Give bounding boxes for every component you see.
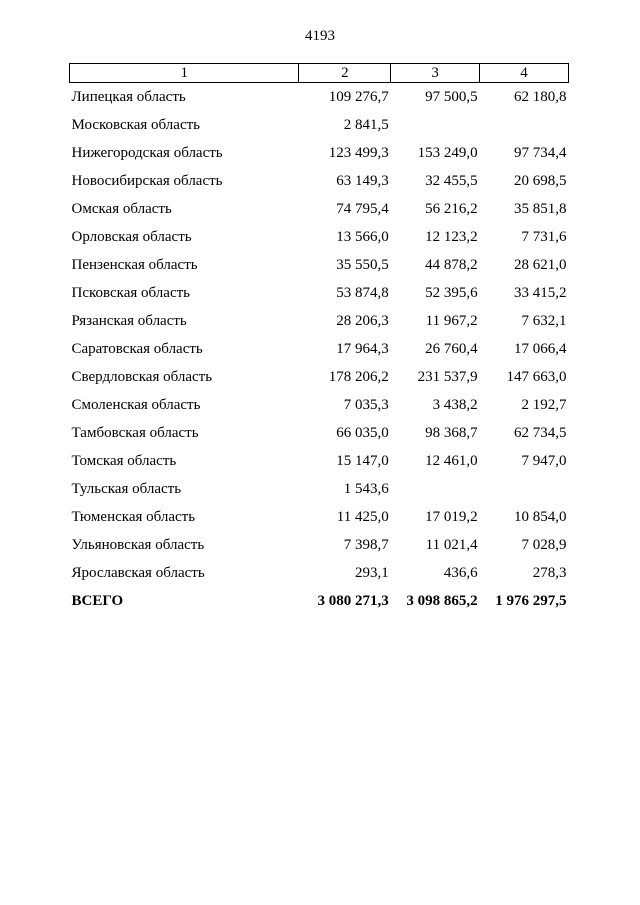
col-3-cell — [391, 475, 480, 503]
region-name-cell: Ульяновская область — [71, 537, 205, 553]
region-name-cell: Тюменская область — [71, 509, 196, 525]
col-2-cell: 7 398,7 — [343, 537, 389, 553]
col-3-cell: 11 967,2 — [425, 313, 478, 329]
total-row — [70, 587, 569, 615]
col-2-cell: 66 035,0 — [336, 425, 389, 441]
col-3-cell: 26 760,4 — [425, 341, 478, 357]
col-3-cell: 52 395,6 — [425, 285, 478, 301]
total-col-2: 3 080 271,3 — [317, 593, 389, 609]
table-row — [70, 139, 569, 167]
col-4-cell: 7 731,6 — [521, 229, 567, 245]
region-name-cell: Смоленская область — [71, 397, 201, 413]
col-2-cell: 1 543,6 — [343, 481, 389, 497]
table-row — [70, 167, 569, 195]
table-row — [70, 195, 569, 223]
col-2-cell: 109 276,7 — [328, 89, 389, 105]
table-row — [70, 559, 569, 587]
col-2-cell: 293,1 — [354, 565, 389, 581]
col-2-cell: 28 206,3 — [336, 313, 389, 329]
data-table — [69, 63, 569, 615]
table-row — [70, 335, 569, 363]
col-3-cell: 11 021,4 — [425, 537, 478, 553]
col-4-cell — [480, 475, 569, 503]
header-col-3: 3 — [391, 64, 480, 83]
col-4-cell: 62 734,5 — [514, 425, 567, 441]
table-row — [70, 419, 569, 447]
table-row — [70, 503, 569, 531]
col-4-cell: 20 698,5 — [514, 173, 567, 189]
col-4-cell: 7 028,9 — [521, 537, 567, 553]
col-3-cell: 436,6 — [443, 565, 478, 581]
col-4-cell: 35 851,8 — [514, 201, 567, 217]
col-3-cell: 12 461,0 — [425, 453, 478, 469]
col-2-cell: 63 149,3 — [336, 173, 389, 189]
header-col-2: 2 — [299, 64, 391, 83]
region-name-cell: Тамбовская область — [71, 425, 199, 441]
col-2-cell: 15 147,0 — [336, 453, 389, 469]
col-2-cell: 13 566,0 — [336, 229, 389, 245]
col-3-cell: 231 537,9 — [417, 369, 478, 385]
col-4-cell: 33 415,2 — [514, 285, 567, 301]
page-number: 4193 — [305, 28, 335, 44]
col-2-cell: 17 964,3 — [336, 341, 389, 357]
header-row — [70, 64, 569, 83]
table-row — [70, 391, 569, 419]
region-name-cell: Ярославская область — [71, 565, 205, 581]
region-name-cell: Псковская область — [71, 285, 190, 301]
header-col-1: 1 — [70, 64, 299, 83]
table-row — [70, 83, 569, 112]
table-row — [70, 279, 569, 307]
col-4-cell: 17 066,4 — [514, 341, 567, 357]
region-name-cell: Свердловская область — [71, 369, 213, 385]
col-4-cell: 62 180,8 — [514, 89, 567, 105]
table-row — [70, 475, 569, 503]
region-name-cell: Тульская область — [71, 481, 182, 497]
table-row — [70, 531, 569, 559]
col-2-cell: 2 841,5 — [343, 117, 389, 133]
col-4-cell: 147 663,0 — [506, 369, 567, 385]
region-name-cell: Рязанская область — [71, 313, 187, 329]
total-label: ВСЕГО — [71, 593, 124, 609]
col-4-cell: 97 734,4 — [514, 145, 567, 161]
col-3-cell: 3 438,2 — [432, 397, 478, 413]
col-3-cell: 56 216,2 — [425, 201, 478, 217]
col-3-cell: 12 123,2 — [425, 229, 478, 245]
col-2-cell: 35 550,5 — [336, 257, 389, 273]
region-name-cell: Омская область — [71, 201, 172, 217]
col-4-cell: 278,3 — [532, 565, 567, 581]
table-row — [70, 447, 569, 475]
total-col-3: 3 098 865,2 — [406, 593, 478, 609]
region-name-cell: Новосибирская область — [71, 173, 223, 189]
header-col-4: 4 — [480, 64, 569, 83]
region-name-cell: Саратовская область — [71, 341, 203, 357]
col-2-cell: 11 425,0 — [336, 509, 389, 525]
col-2-cell: 178 206,2 — [328, 369, 389, 385]
table-row — [70, 223, 569, 251]
col-4-cell: 7 947,0 — [521, 453, 567, 469]
table-row — [70, 307, 569, 335]
total-col-4: 1 976 297,5 — [495, 593, 567, 609]
region-name-cell: Липецкая область — [71, 89, 186, 105]
col-2-cell: 123 499,3 — [328, 145, 389, 161]
col-3-cell: 97 500,5 — [425, 89, 478, 105]
region-name-cell: Московская область — [71, 117, 200, 133]
table-header — [70, 64, 569, 83]
col-4-cell: 2 192,7 — [521, 397, 567, 413]
col-4-cell — [480, 111, 569, 139]
col-3-cell: 98 368,7 — [425, 425, 478, 441]
region-name-cell: Нижегородская область — [71, 145, 223, 161]
col-2-cell: 7 035,3 — [343, 397, 389, 413]
col-2-cell: 74 795,4 — [336, 201, 389, 217]
region-name-cell: Томская область — [71, 453, 177, 469]
region-name-cell: Орловская область — [71, 229, 192, 245]
table-body — [70, 83, 569, 616]
col-4-cell: 7 632,1 — [521, 313, 567, 329]
table-row — [70, 251, 569, 279]
col-4-cell: 28 621,0 — [514, 257, 567, 273]
col-3-cell: 153 249,0 — [417, 145, 478, 161]
col-3-cell — [391, 111, 480, 139]
col-3-cell: 32 455,5 — [425, 173, 478, 189]
col-3-cell: 17 019,2 — [425, 509, 478, 525]
col-3-cell: 44 878,2 — [425, 257, 478, 273]
region-name-cell: Пензенская область — [71, 257, 198, 273]
col-4-cell: 10 854,0 — [514, 509, 567, 525]
table-row — [70, 363, 569, 391]
col-2-cell: 53 874,8 — [336, 285, 389, 301]
table-row — [70, 111, 569, 139]
